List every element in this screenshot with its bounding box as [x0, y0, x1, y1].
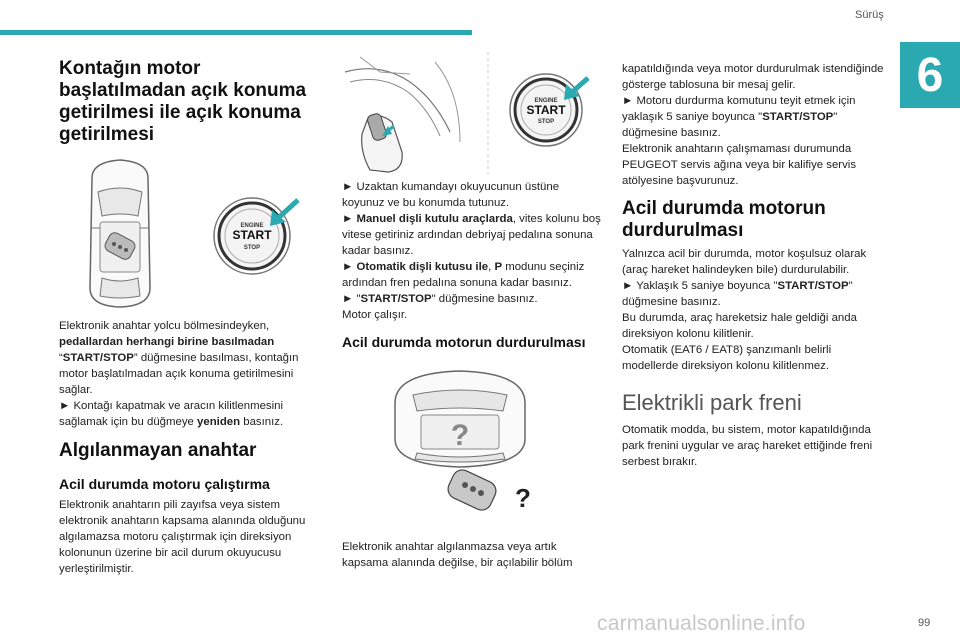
- illustration-key-on-reader: [340, 52, 600, 174]
- question-mark-key: ?: [515, 483, 531, 513]
- section-title-park-brake: Elektrikli park freni: [622, 390, 802, 415]
- button-label-engine: ENGINE: [534, 98, 558, 104]
- start-stop-button-icon: [214, 198, 290, 274]
- section-title-undetected-key: Algılanmayan anahtar: [59, 440, 257, 461]
- emergency-stop-text: Yalnızca acil bir durumda, motor koşulsuz olarak (araç hareket halindeyken bile) durdurulabilir. ► Yaklaşık 5 saniye boyunca "START/STOP" düğmesine basınız. Bu durumda, araç hareketsiz hale geldiği anda direksiyon kolonu kilitlenir. Otomatik (EAT6 / EAT8) şanzımanlı belirli modellerde direksiyon kolonu kilitlenmez.: [622, 248, 867, 372]
- caption-undetected: Elektronik anahtar algılanmazsa veya artık kapsama alanında değilse, bir açılabilir bölüm: [342, 541, 573, 569]
- emergency-start-steps: ► Uzaktan kumandayı okuyucunun üstüne koyunuz ve bu konumda tutunuz. ► Manuel dişli kutulu araçlarda, vites kolunu boş vitese getiriniz ardından debriyaj pedalına sonuna kadar basınız. ► Otomatik dişli kutusu ile, P modunu seçiniz ardından fren pedalına sonuna kadar basınız. ► "START/STOP" düğmesine basınız. Motor çalışır.: [342, 181, 601, 321]
- subtitle-emergency-stop: Acil durumda motorun durdurulması: [342, 334, 586, 350]
- stop-message-text: kapatıldığında veya motor durdurulmak istendiğinde gösterge tablosuna bir mesaj gelir. ► Motoru durdurma komutunu teyit etmek için yaklaşık 5 saniye boyunca "START/STOP" düğmesine basınız. Elektronik anahtarın çalışmaması durumunda PEUGEOT servis ağına veya bir kalifiye servis atölyesine başvurunuz.: [622, 63, 884, 187]
- button-label-stop: STOP: [243, 245, 261, 251]
- start-stop-button-icon: [510, 74, 582, 146]
- section-title-emergency-stop: Acil durumda motorun durdurulması: [622, 198, 826, 241]
- header-accent-bar: [0, 30, 472, 35]
- illustration-key-not-detected: [365, 365, 555, 525]
- button-label-stop: STOP: [537, 119, 555, 125]
- emergency-start-text: Elektronik anahtarın pili zayıfsa veya sistem elektronik anahtarın kapsama alanında olduğunu algılamazsa motoru çalıştırmak için direksiyon kolonunun üzerine bir acil durum okuyucusu yerleştirilmiştir.: [59, 499, 306, 575]
- button-label-engine: ENGINE: [240, 223, 264, 229]
- key-fob-icon: [445, 467, 531, 514]
- page-number: 99: [918, 617, 931, 629]
- question-mark-car: ?: [450, 419, 470, 452]
- illustration-car-key-inside: [80, 158, 315, 310]
- park-brake-text: Otomatik modda, bu sistem, motor kapatıldığında park frenini uygular ve araç hareket ettiğinde freni serbest bırakır.: [622, 424, 873, 468]
- button-label-start: START: [526, 103, 566, 117]
- hand-holding-key-icon: [362, 112, 403, 172]
- press-arrow-icon: [270, 200, 298, 226]
- car-top-view: [90, 160, 150, 307]
- running-header: Sürüş: [855, 9, 884, 21]
- section-title-ignition: Kontağın motor başlatılmadan açık konuma getirilmesi ile açık konuma getirilmesi: [59, 58, 307, 145]
- ignition-description: Elektronik anahtar yolcu bölmesindeyken, pedallardan herhangi birine basılmadan “START/STOP” düğmesine basılması, kontağın motor başlatılmadan açık konuma getirilmesini sağlar. ► Kontağı kapatmak ve aracın kilitlenmesini sağlamak için bu düğmeye yeniden basınız.: [59, 320, 299, 428]
- subtitle-emergency-start: Acil durumda motoru çalıştırma: [59, 476, 270, 492]
- watermark: carmanualsonline.info: [597, 612, 806, 635]
- button-label-start: START: [232, 228, 272, 242]
- chapter-number-tab: 6: [900, 42, 960, 108]
- car-top-view: [395, 371, 525, 467]
